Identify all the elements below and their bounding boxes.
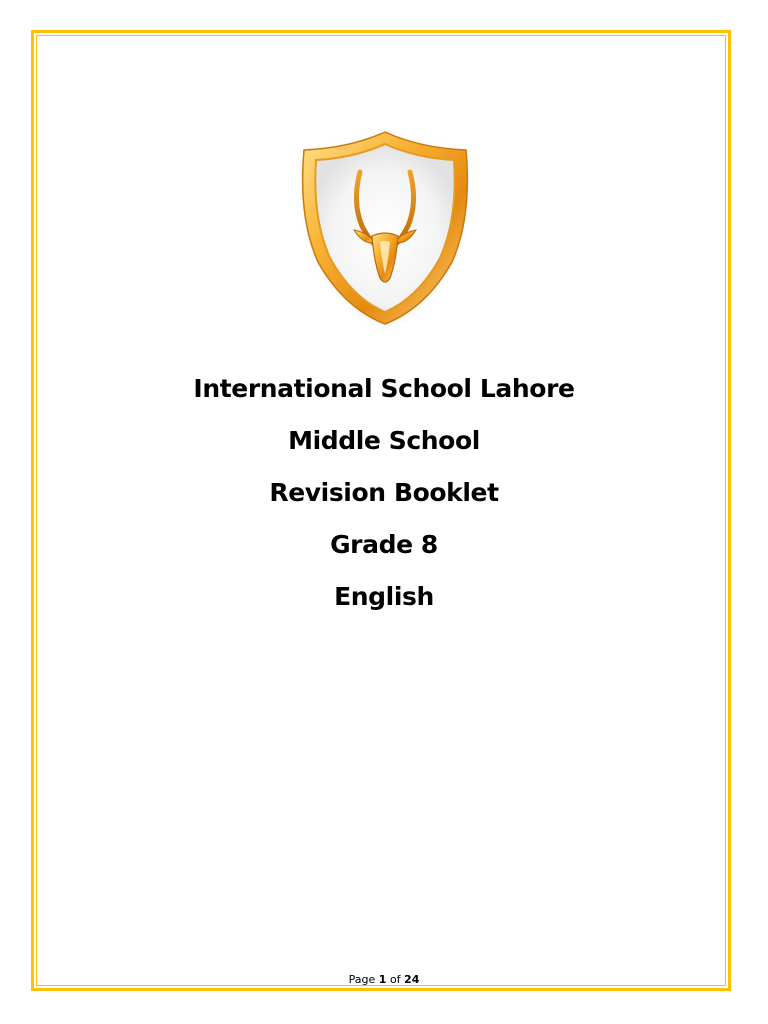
booklet-type: Revision Booklet (269, 478, 499, 507)
school-section: Middle School (288, 426, 480, 455)
school-name: International School Lahore (193, 374, 575, 403)
of-word: of (389, 973, 401, 986)
subject-name: English (334, 582, 434, 611)
page-number-footer (0, 973, 768, 986)
current-page-number: 1 (378, 973, 387, 986)
total-pages-number: 24 (404, 973, 420, 986)
grade-level: Grade 8 (330, 530, 438, 559)
title-block (0, 366, 768, 626)
page-word: Page (348, 973, 376, 986)
shield-crest-icon (292, 122, 478, 332)
